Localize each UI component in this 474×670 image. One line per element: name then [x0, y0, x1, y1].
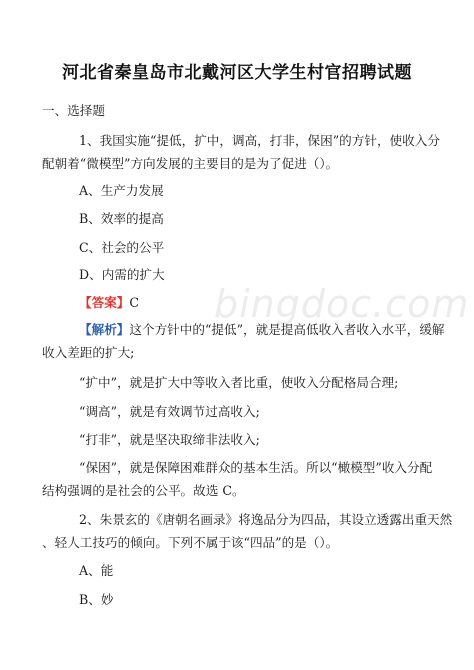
- question-2-option-b: B、妙: [79, 592, 114, 607]
- watermark: bingdoc.com: [214, 282, 470, 326]
- section-heading: 一、选择题: [42, 103, 105, 118]
- crack-illegal-line: “打非”，就是坚决取缔非法收入;: [79, 432, 260, 447]
- question-1-option-d: D、内需的扩大: [79, 267, 165, 282]
- answer-line: [79, 295, 474, 310]
- question-1-line-2: 配朝着“微模型”方向发展的主要目的是为了促进（）。: [42, 156, 339, 171]
- adjust-high-line: “调高”，就是有效调节过高收入;: [79, 404, 260, 419]
- question-1-option-c: C、社会的公平: [79, 240, 165, 255]
- question-1-option-a: A、生产力发展: [79, 183, 164, 198]
- expand-middle-line: “扩中”，就是扩大中等收入者比重，使收入分配格局合理;: [79, 375, 399, 390]
- question-2-line-2: 、轻人工技巧的倾向。下列不属于该“四品”的是（）。: [42, 535, 339, 550]
- question-2-option-a: A、能: [79, 563, 114, 578]
- answer-value: C: [129, 295, 140, 310]
- protect-poor-line-2: 结构强调的是社会的公平。故选 C。: [42, 483, 245, 498]
- question-1-option-b: B、效率的提高: [79, 211, 164, 226]
- question-1-line-1: 1、我国实施“提低，扩中，调高，打非，保困”的方针，使收入分: [79, 133, 440, 148]
- protect-poor-line-1: “保困”，就是保障困难群众的基本生活。所以“橄模型”收入分配: [79, 460, 433, 475]
- analysis-tag: 【解析】: [79, 322, 130, 337]
- answer-tag: 【答案】: [79, 295, 130, 310]
- analysis-line-2: 收入差距的扩大;: [42, 345, 135, 360]
- analysis-text: 这个方针中的“提低”，就是提高低收入者收入水平，缓解: [129, 322, 445, 337]
- document-title: 河北省秦皇岛市北戴河区大学生村官招聘试题: [62, 63, 412, 83]
- question-2-line-1: 2、朱景玄的《唐朝名画录》将逸品分为四品，其设立透露出重天然: [79, 512, 453, 527]
- analysis-line-1: [79, 322, 474, 337]
